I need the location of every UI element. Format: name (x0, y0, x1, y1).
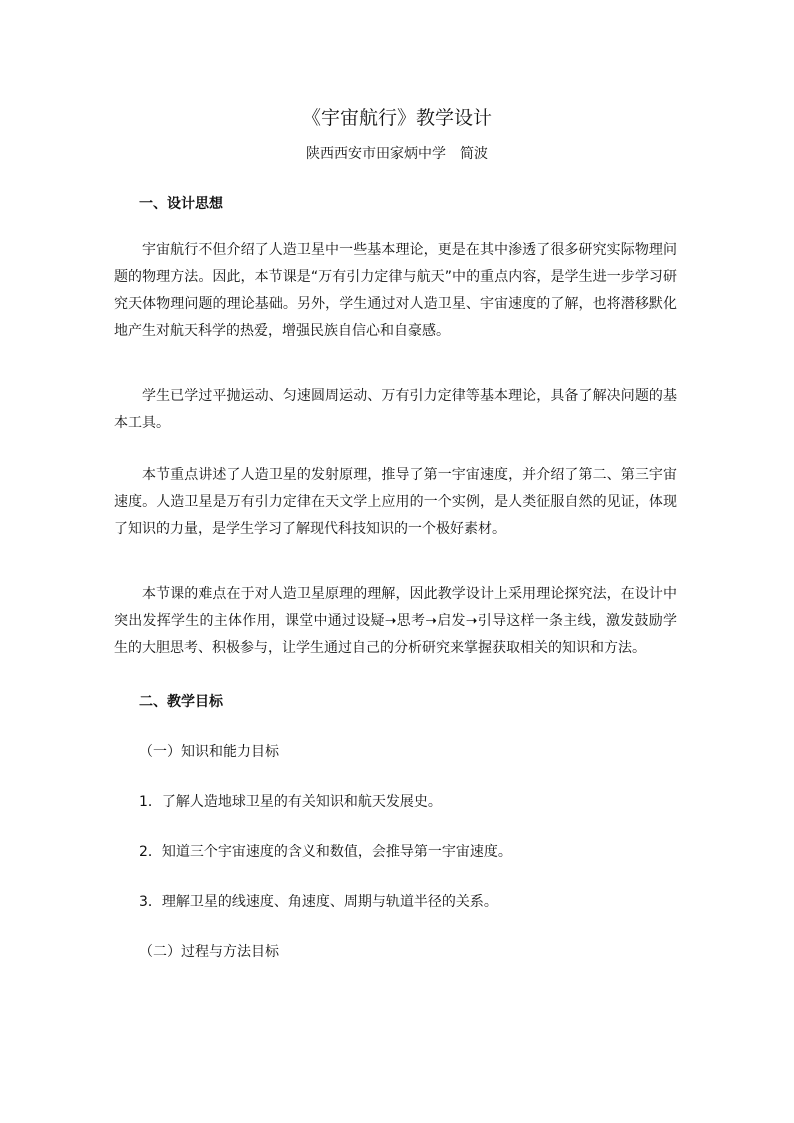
section-heading-design-idea: 一、设计思想 (139, 196, 223, 212)
subheading-knowledge-goals: （一）知识和能力目标 (139, 744, 279, 760)
subheading-process-goals: （二）过程与方法目标 (139, 944, 279, 960)
section-heading-teaching-goals: 二、教学目标 (139, 694, 223, 710)
document-author: 陕西西安市田家炳中学 简波 (306, 146, 488, 162)
paragraph-2: 学生已学过平抛运动、匀速圆周运动、万有引力定律等基本理论，具备了解决问题的基本工具。 (114, 388, 677, 431)
goal-item: 2．知道三个宇宙速度的含义和数值，会推导第一宇宙速度。 (139, 844, 512, 860)
paragraph-3: 本节重点讲述了人造卫星的发射原理，推导了第一宇宙速度，并介绍了第二、第三宇宙速度。人造卫星是万有引力定律在天文学上应用的一个实例，是人类征服自然的见证，体现了知识的力量，是学生学习了解现代科技知识的一个极好素材。 (114, 467, 677, 537)
goal-item: 3．理解卫星的线速度、角速度、周期与轨道半径的关系。 (139, 894, 498, 910)
document-title: 《宇宙航行》教学设计 (301, 107, 492, 129)
paragraph-4: 本节课的难点在于对人造卫星原理的理解，因此教学设计上采用理论探究法，在设计中突出发挥学生的主体作用，课堂中通过设疑➝思考➝启发➝引导这样一条主线，激发鼓励学生的大胆思考、积极参与，让学生通过自己的分析研究来掌握获取相关的知识和方法。 (114, 586, 677, 656)
paragraph-1: 宇宙航行不但介绍了人造卫星中一些基本理论，更是在其中渗透了很多研究实际物理问题的物理方法。因此，本节课是“万有引力定律与航天”中的重点内容，是学生进一步学习研究天体物理问题的理论基础。另外，学生通过对人造卫星、宇宙速度的了解，也将潜移默化地产生对航天科学的热爱，增强民族自信心和自豪感。 (114, 242, 677, 339)
goal-item: 1．了解人造地球卫星的有关知识和航天发展史。 (139, 794, 442, 810)
